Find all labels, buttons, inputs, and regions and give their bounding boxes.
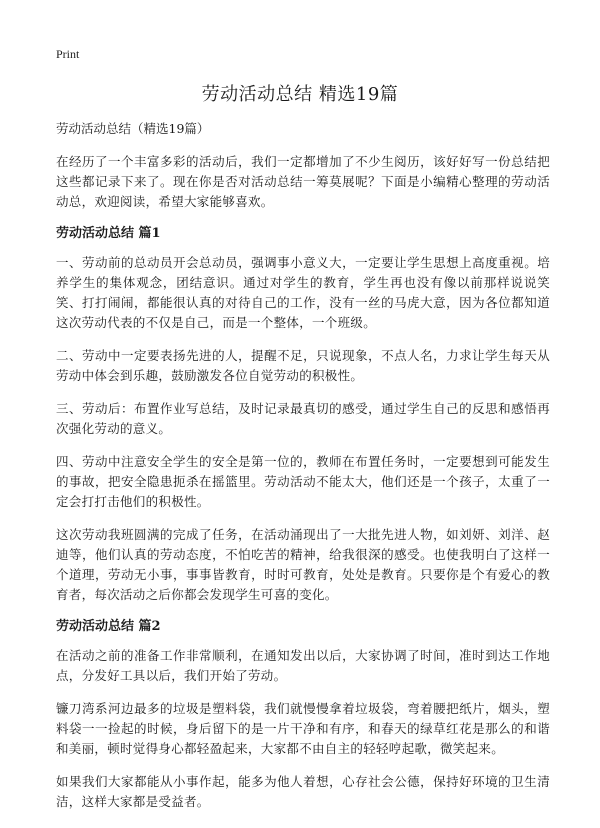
section-paragraph: 二、劳动中一定要表扬先进的人，提醒不足，只说现象，不点人名，力求让学生每天从劳动中体会到乐趣，鼓励激发各位自觉劳动的积极性。 [56, 348, 550, 383]
section-paragraph: 如果我们大家都能从小事作起，能多为他人着想，心存社会公德，保持好环境的卫生清洁，这样大家都是受益者。 [56, 774, 550, 809]
section-paragraph: 镰刀湾系河边最多的垃圾是塑料袋，我们就慢慢拿着垃圾袋，弯着腰把纸片，烟头，塑料袋一一捡起的时候，身后留下的是一片干净和有序，和春天的绿草红花是那么的和谐和美丽，顿时觉得身心都轻盈起来，大家都不由自主的轻轻哼起歌，微笑起来。 [56, 701, 550, 756]
intro-paragraph: 在经历了一个丰富多彩的活动后，我们一定都增加了不少生阅历，该好好写一份总结把这些都记录下来了。现在你是否对活动总结一筹莫展呢？下面是小编精心整理的劳动活动总，欢迎阅读，希望大家能够喜欢。 [56, 154, 550, 209]
section-paragraph: 四、劳动中注意安全学生的安全是第一位的，教师在布置任务时，一定要想到可能发生的事故，把安全隐患扼杀在摇篮里。劳动活动不能太大，他们还是一个孩子，太重了一定会打打击他们的积极性。 [56, 454, 550, 509]
section-paragraph: 在活动之前的准备工作非常顺利，在通知发出以后，大家协调了时间，准时到达工作地点，分发好工具以后，我们开始了劳动。 [56, 648, 550, 683]
section-paragraph: 一、劳动前的总动员开会总动员，强调事小意义大，一定要让学生思想上高度重视。培养学生的集体观念，团结意识。通过对学生的教育，学生再也没有像以前那样说说笑笑、打打闹闹，都能很认真的对待自己的工作，没有一丝的马虎大意，因为各位都知道这次劳动代表的不仅是自己，而是一个整体，一个班级。 [56, 255, 550, 330]
article-body [56, 120, 550, 825]
article-subtitle: 劳动活动总结（精选19篇） [56, 121, 210, 136]
page-title: 劳动活动总结 精选19篇 [201, 84, 399, 105]
print-link[interactable]: Print [56, 47, 80, 61]
section-paragraph: 三、劳动后：布置作业写总结，及时记录最真切的感受，通过学生自己的反思和感悟再次强化劳动的意义。 [56, 401, 550, 436]
section-paragraph: 这次劳动我班圆满的完成了任务，在活动涌现出了一大批先进人物，如刘妍、刘洋、赵迪等，他们认真的劳动态度，不怕吃苦的精神，给我很深的感受。也使我明白了这样一个道理，劳动无小事，事事皆教育，时时可教育，处处是教育。只要你是个有爱心的教育者，每次活动之后你都会发现学生可喜的变化。 [56, 527, 550, 602]
section-heading: 劳动活动总结 篇2 [56, 619, 161, 634]
section-heading: 劳动活动总结 篇1 [56, 226, 161, 241]
